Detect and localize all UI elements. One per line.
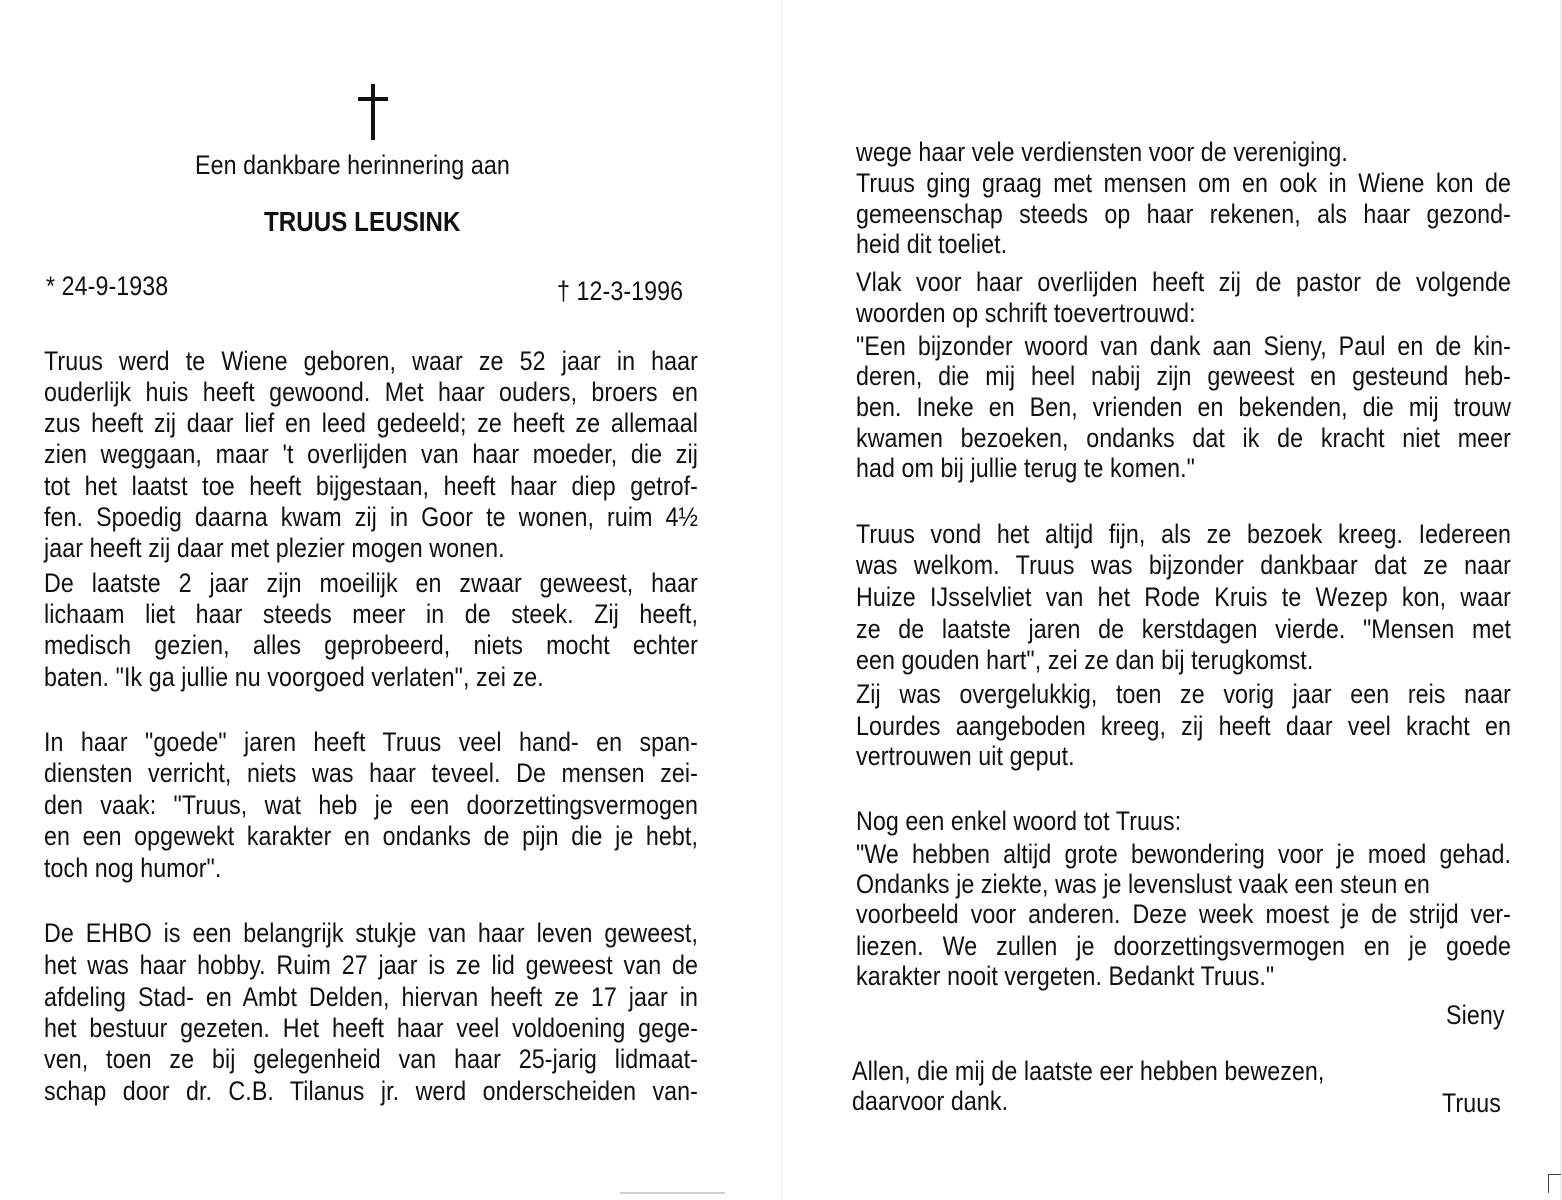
right-column-line: voorbeeld voor anderen. Deze week moest je de strijd ver- (856, 899, 1511, 929)
left-column-line: lichaam liet haar steeds meer in de steek. Zij heeft, (44, 599, 698, 629)
right-column-line: karakter nooit vergeten. Bedankt Truus." (856, 961, 1275, 991)
signature-truus: Truus (1442, 1088, 1501, 1118)
right-column-line: Truus ging graag met mensen om en ook in Wiene kon de (856, 168, 1511, 198)
left-column-line: afdeling Stad- en Ambt Delden, hiervan heeft ze 17 jaar in (44, 982, 698, 1012)
left-column-line: De laatste 2 jaar zijn moeilijk en zwaar geweest, haar (44, 568, 698, 598)
card-edge-bottom (620, 1192, 725, 1194)
left-column-line: medisch gezien, alles geprobeerd, niets mocht echter (44, 630, 698, 660)
left-column-line: het bestuur gezeten. Het heeft haar veel voldoening gege- (44, 1013, 698, 1043)
left-column-line: De EHBO is een belangrijk stukje van haar leven geweest, (44, 918, 698, 948)
left-column-line: zien weggaan, maar 't overlijden van haar moeder, die zij (44, 439, 698, 469)
right-column-line: Lourdes aangeboden kreeg, zij heeft daar veel kracht en (856, 711, 1511, 741)
left-column-line: toch nog humor". (44, 853, 222, 883)
birth-date: * 24-9-1938 (46, 271, 169, 301)
right-column-line: gemeenschap steeds op haar rekenen, als haar gezond- (856, 199, 1511, 229)
right-column-line: vertrouwen uit geput. (856, 741, 1075, 771)
left-column-line: schap door dr. C.B. Tilanus jr. werd onderscheiden van- (44, 1076, 698, 1106)
left-column-line: fen. Spoedig daarna kwam zij in Goor te wonen, ruim 4½ (44, 502, 698, 532)
left-column-line: Truus werd te Wiene geboren, waar ze 52 jaar in haar (44, 346, 698, 376)
left-column-line: In haar "goede" jaren heeft Truus veel hand- en span- (44, 727, 698, 757)
right-column-line: deren, die mij heel nabij zijn geweest en gesteund heb- (856, 361, 1511, 391)
death-date: † 12-3-1996 (557, 276, 684, 306)
right-column-line: ze de laatste jaren de kerstdagen vierde. "Mensen met (856, 614, 1511, 644)
signature-sieny: Sieny (1446, 1000, 1505, 1030)
right-column-line: "Een bijzonder woord van dank aan Sieny, Paul en de kin- (856, 331, 1511, 361)
left-column-line: ven, toen ze bij gelegenheid van haar 25-jarig lidmaat- (44, 1044, 698, 1074)
cross-icon (353, 84, 393, 140)
right-column-line: ben. Ineke en Ben, vrienden en bekenden, die mij trouw (856, 392, 1511, 422)
right-column-line: Ondanks je ziekte, was je levenslust vaak een steun en (856, 869, 1430, 899)
left-column-line: zus heeft zij daar lief en leed gedeeld; ze heeft ze allemaal (44, 408, 698, 438)
left-column-line: het was haar hobby. Ruim 27 jaar is ze lid geweest van de (44, 950, 698, 980)
closing-line-2: daarvoor dank. (852, 1086, 1009, 1116)
right-column-line: was welkom. Truus was bijzonder dankbaar dat ze naar (856, 550, 1511, 580)
deceased-name: TRUUS LEUSINK (264, 206, 461, 237)
right-column-line: "We hebben altijd grote bewondering voor je moed gehad. (856, 839, 1511, 869)
left-column-line: tot het laatst toe heeft bijgestaan, heeft haar diep getrof- (44, 471, 698, 501)
left-column-line: den vaak: "Truus, wat heb je een doorzettingsvermogen (44, 790, 698, 820)
right-column-line: Zij was overgelukkig, toen ze vorig jaar een reis naar (856, 679, 1511, 709)
right-column-line: kwamen bezoeken, ondanks dat ik de kracht niet meer (856, 423, 1511, 453)
right-column-line: heid dit toeliet. (856, 229, 1008, 259)
corner-mark (1548, 1174, 1561, 1193)
intro-text: Een dankbare herinnering aan (195, 150, 510, 180)
left-column-line: baten. "Ik ga jullie nu voorgoed verlaten", zei ze. (44, 662, 544, 692)
right-column-line: Huize IJsselvliet van het Rode Kruis te Wezep kon, waar (856, 582, 1511, 612)
left-column-line: jaar heeft zij daar met plezier mogen wonen. (44, 533, 505, 563)
right-column-line: wege haar vele verdiensten voor de vereniging. (856, 137, 1348, 167)
right-column-line: woorden op schrift toevertrouwd: (856, 298, 1196, 328)
left-column-line: ouderlijk huis heeft gewoond. Met haar ouders, broers en (44, 377, 698, 407)
right-column-line: liezen. We zullen je doorzettingsvermogen en je goede (856, 931, 1511, 961)
right-column-line: Truus vond het altijd fijn, als ze bezoek kreeg. Iedereen (856, 519, 1511, 549)
fold-line (781, 0, 782, 1200)
left-column-line: diensten verricht, niets was haar teveel. De mensen zei- (44, 758, 698, 788)
right-column-line: Nog een enkel woord tot Truus: (856, 806, 1182, 836)
right-column-line: had om bij jullie terug te komen." (856, 453, 1196, 483)
right-column-line: Vlak voor haar overlijden heeft zij de pastor de volgende (856, 267, 1511, 297)
closing-line-1: Allen, die mij de laatste eer hebben bewezen, (852, 1056, 1325, 1086)
left-column-line: en een opgewekt karakter en ondanks de pijn die je hebt, (44, 821, 698, 851)
right-column-line: een gouden hart", zei ze dan bij terugkomst. (856, 645, 1314, 675)
